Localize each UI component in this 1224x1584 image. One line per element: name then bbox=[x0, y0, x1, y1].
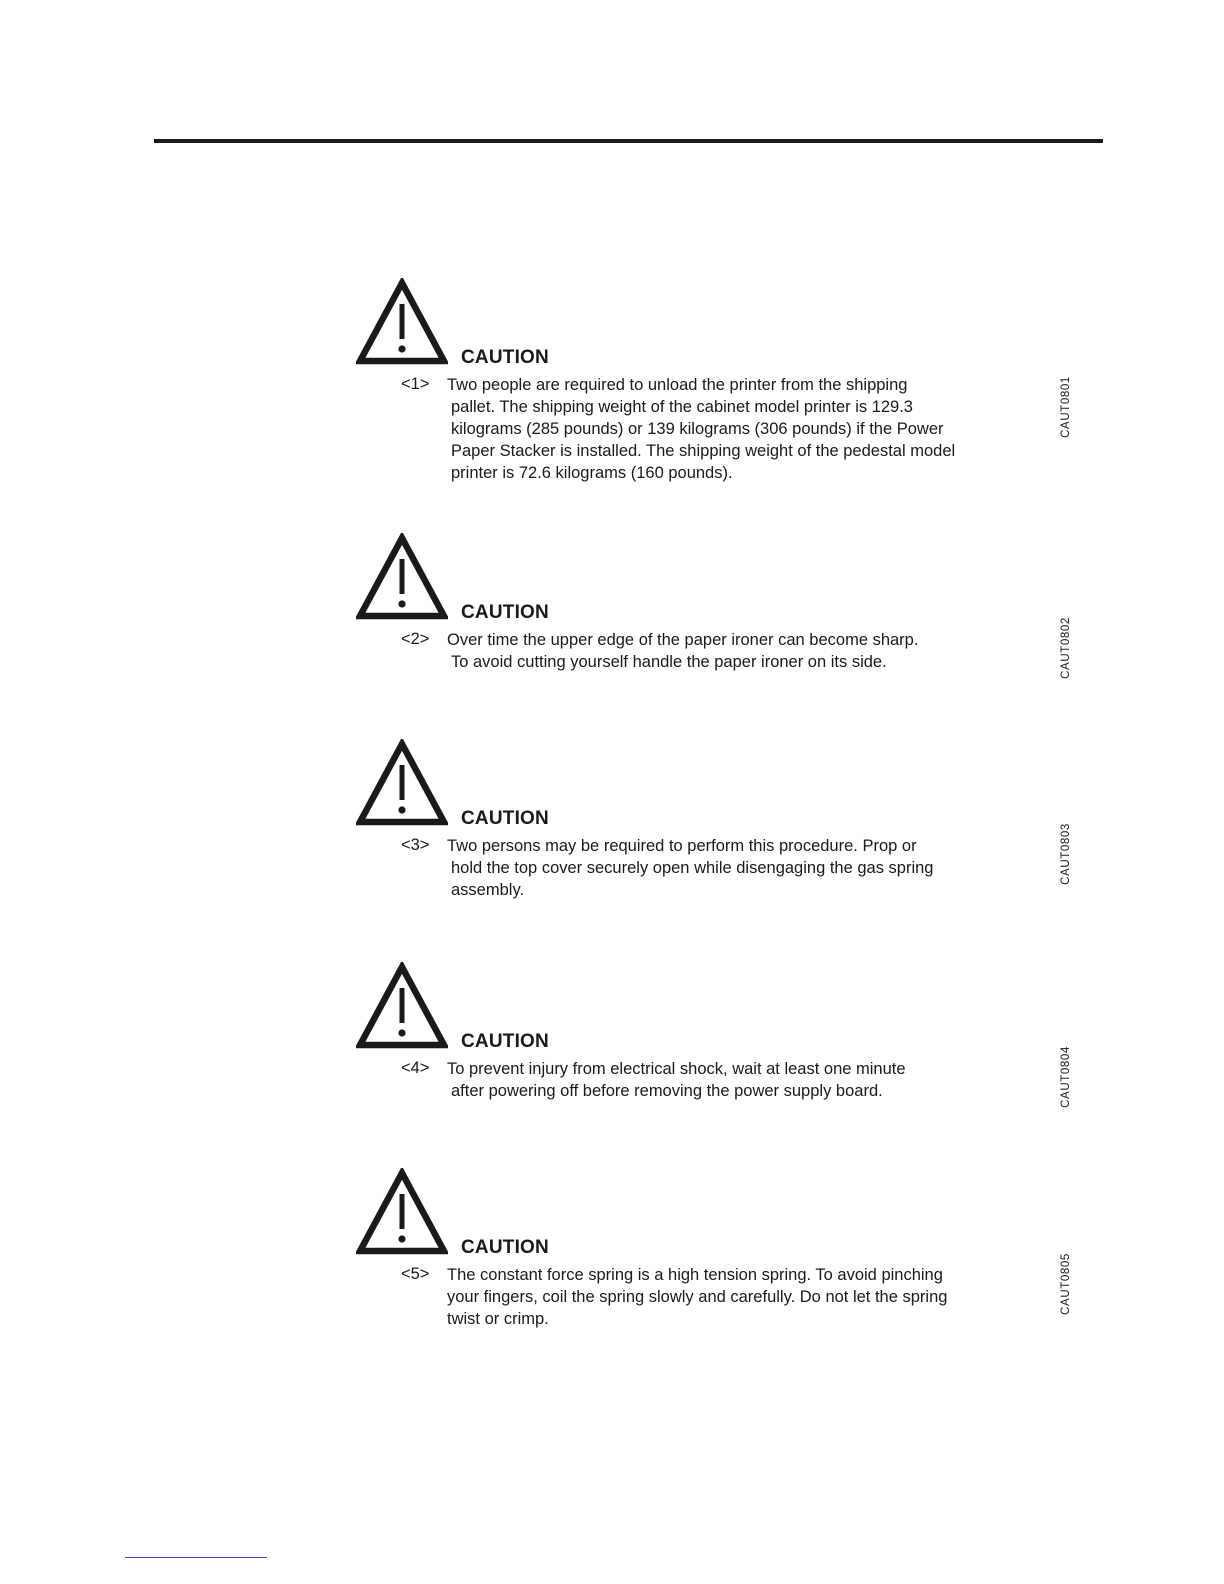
caution-text-line: Over time the upper edge of the paper ironer can become sharp. bbox=[447, 631, 919, 649]
caution-text-line: Two people are required to unload the printer from the shipping bbox=[447, 376, 908, 394]
caution-number: <3> bbox=[401, 836, 430, 854]
caution-block-2 bbox=[356, 533, 1116, 693]
caution-text-line: pallet. The shipping weight of the cabinet model printer is 129.3 bbox=[451, 398, 913, 416]
caution-block-1 bbox=[356, 278, 1116, 508]
caution-text-line: The constant force spring is a high tension spring. To avoid pinching bbox=[447, 1266, 943, 1284]
caution-code: CAUT0805 bbox=[1060, 1253, 1072, 1315]
caution-code: CAUT0803 bbox=[1060, 823, 1072, 885]
warning-triangle-icon bbox=[356, 739, 448, 827]
caution-number: <4> bbox=[401, 1059, 430, 1077]
caution-text-line: after powering off before removing the power supply board. bbox=[451, 1082, 883, 1100]
caution-text-line: To prevent injury from electrical shock, wait at least one minute bbox=[447, 1060, 906, 1078]
header-rule bbox=[154, 139, 1103, 143]
warning-triangle-icon bbox=[356, 533, 448, 621]
caution-text-line: kilograms (285 pounds) or 139 kilograms (306 pounds) if the Power bbox=[451, 420, 944, 438]
caution-text-line: your fingers, coil the spring slowly and carefully. Do not let the spring bbox=[447, 1288, 948, 1306]
warning-triangle-icon bbox=[356, 1168, 448, 1256]
caution-block-3 bbox=[356, 739, 1116, 919]
warning-triangle-icon bbox=[356, 962, 448, 1050]
caution-number: <1> bbox=[401, 375, 430, 393]
caution-text-line: assembly. bbox=[451, 881, 525, 899]
caution-heading: CAUTION bbox=[461, 1237, 549, 1258]
footer-link-rule[interactable] bbox=[125, 1557, 267, 1558]
caution-heading: CAUTION bbox=[461, 602, 549, 623]
caution-heading: CAUTION bbox=[461, 347, 549, 368]
caution-code: CAUT0804 bbox=[1060, 1046, 1072, 1108]
caution-block-4 bbox=[356, 962, 1116, 1122]
caution-text-line: Two persons may be required to perform this procedure. Prop or bbox=[447, 837, 917, 855]
caution-number: <5> bbox=[401, 1265, 430, 1283]
caution-code: CAUT0802 bbox=[1060, 617, 1072, 679]
caution-heading: CAUTION bbox=[461, 808, 549, 829]
caution-text-line: twist or crimp. bbox=[447, 1310, 549, 1328]
caution-code: CAUT0801 bbox=[1060, 376, 1072, 438]
caution-text-line: To avoid cutting yourself handle the paper ironer on its side. bbox=[451, 653, 887, 671]
caution-text-line: Paper Stacker is installed. The shipping weight of the pedestal model bbox=[451, 442, 956, 460]
caution-heading: CAUTION bbox=[461, 1031, 549, 1052]
caution-text-line: hold the top cover securely open while disengaging the gas spring bbox=[451, 859, 934, 877]
warning-triangle-icon bbox=[356, 278, 448, 366]
caution-text-line: printer is 72.6 kilograms (160 pounds). bbox=[451, 464, 733, 482]
caution-number: <2> bbox=[401, 630, 430, 648]
caution-block-5 bbox=[356, 1168, 1116, 1348]
